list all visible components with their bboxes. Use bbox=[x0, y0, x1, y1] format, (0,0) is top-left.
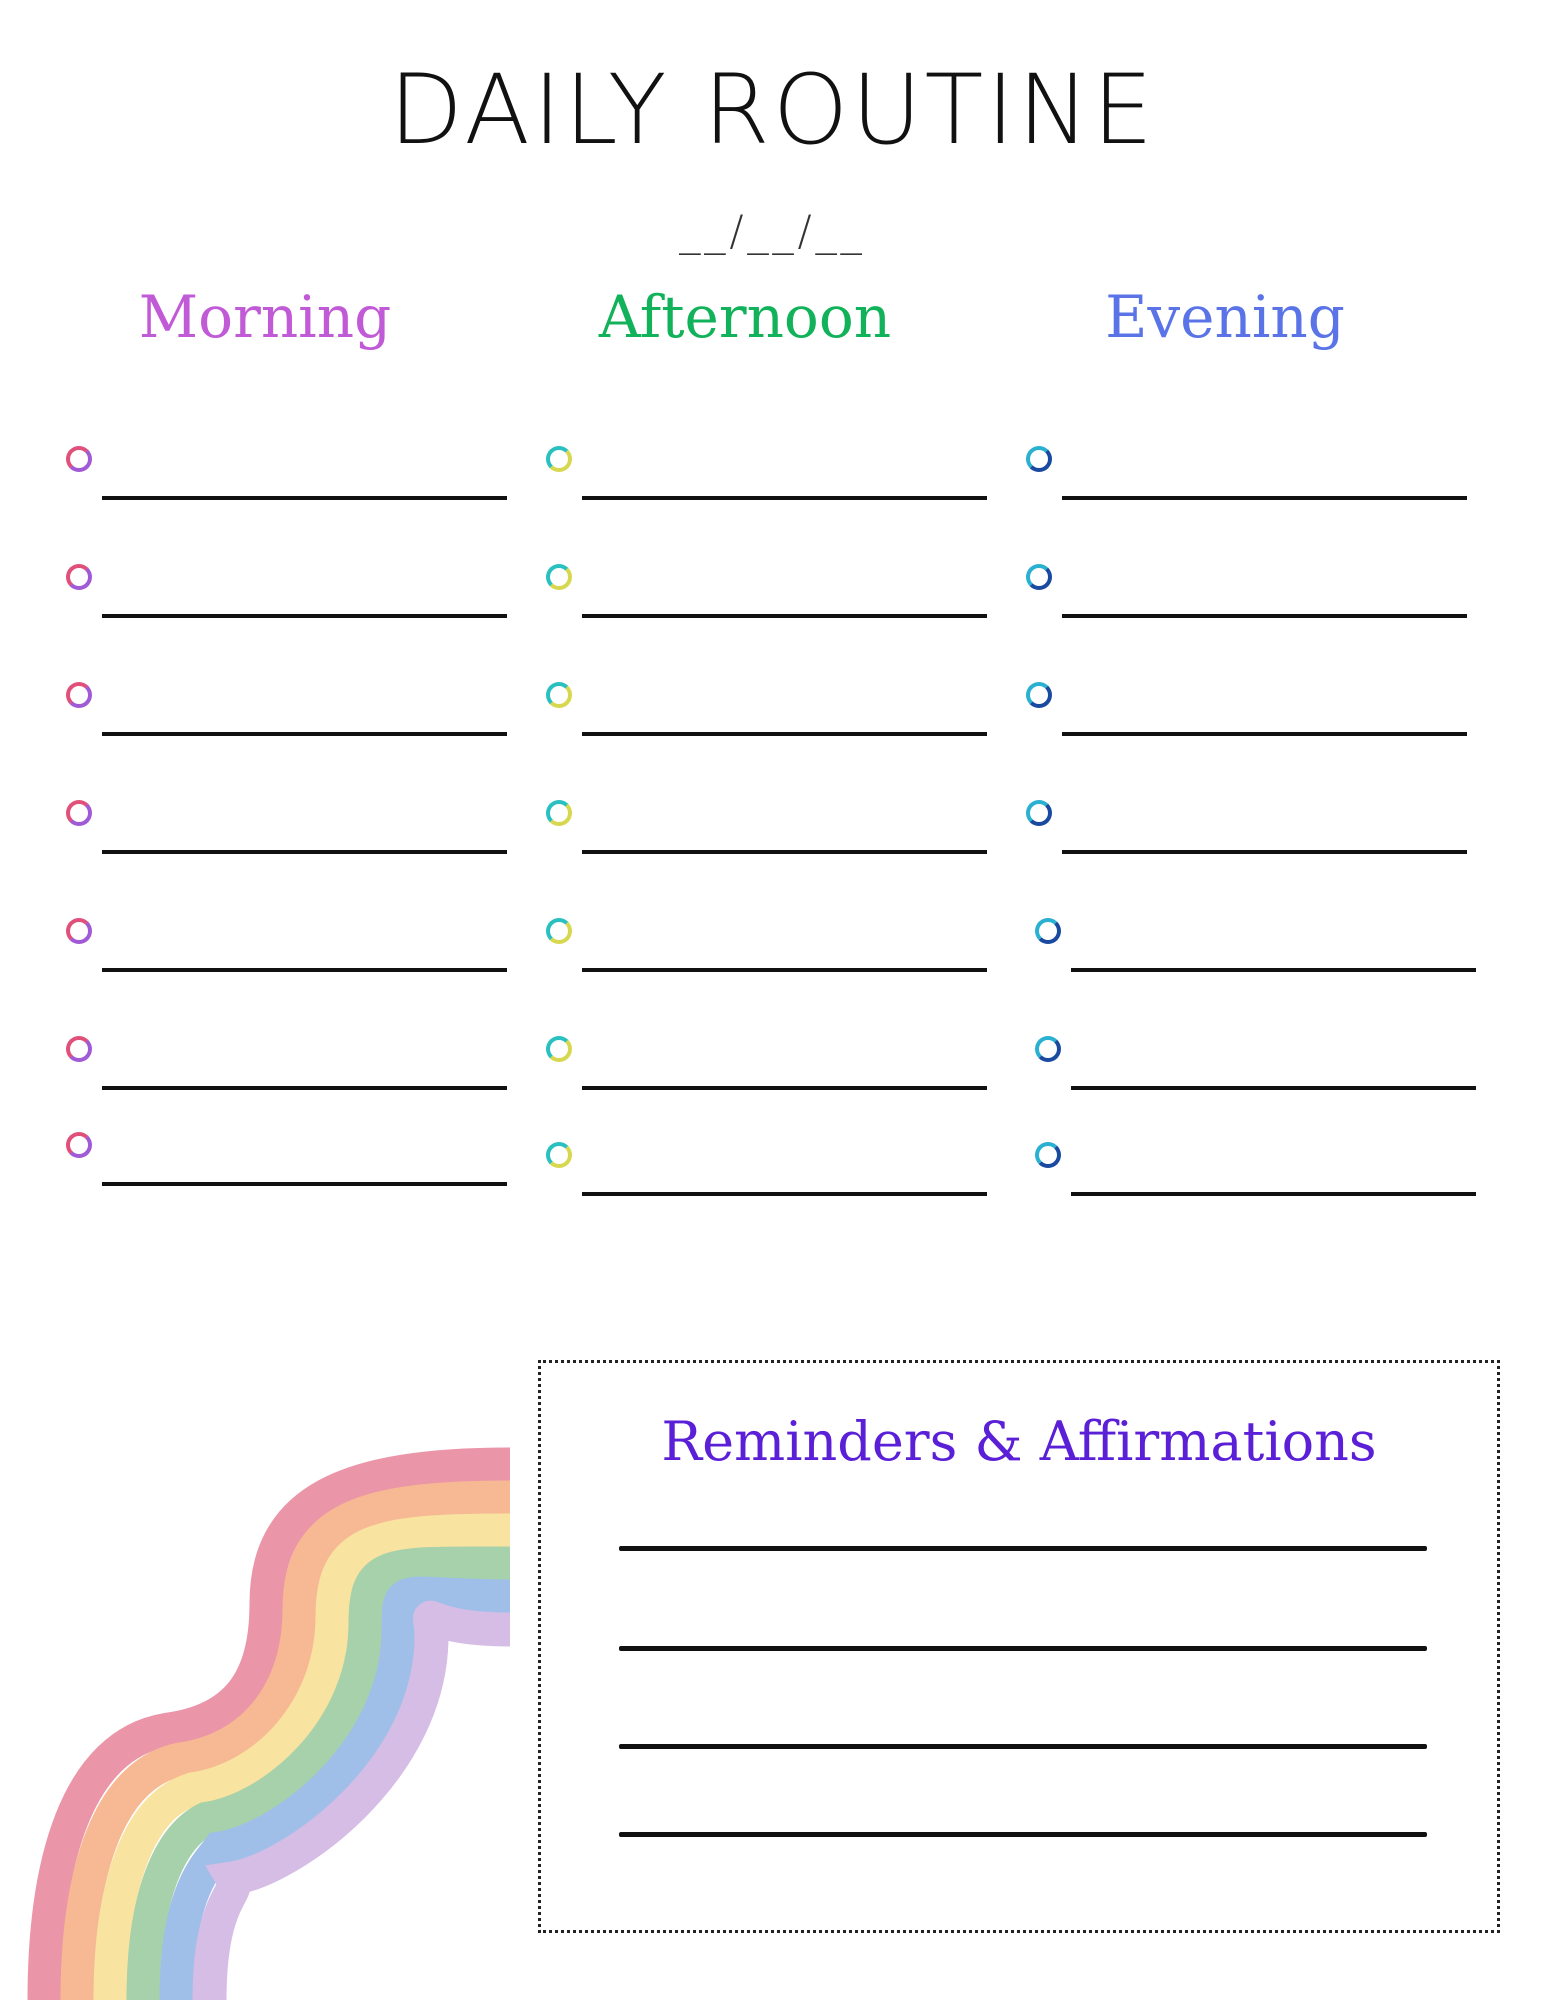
task-line[interactable] bbox=[102, 614, 507, 618]
task-line[interactable] bbox=[102, 1182, 507, 1186]
checkbox-circle[interactable] bbox=[66, 564, 92, 590]
checkbox-circle[interactable] bbox=[546, 918, 572, 944]
task-line[interactable] bbox=[1062, 850, 1467, 854]
task-line[interactable] bbox=[1062, 496, 1467, 500]
reminder-line[interactable] bbox=[619, 1646, 1427, 1651]
task-line[interactable] bbox=[102, 1086, 507, 1090]
checkbox-circle[interactable] bbox=[1026, 446, 1052, 472]
task-line[interactable] bbox=[102, 732, 507, 736]
checkbox-circle[interactable] bbox=[1026, 682, 1052, 708]
checkbox-circle[interactable] bbox=[546, 564, 572, 590]
checkbox-circle[interactable] bbox=[66, 1132, 92, 1158]
checkbox-circle[interactable] bbox=[1026, 564, 1052, 590]
task-line[interactable] bbox=[582, 496, 987, 500]
column-header-evening: Evening bbox=[1105, 283, 1345, 351]
checkbox-circle[interactable] bbox=[66, 800, 92, 826]
checkbox-circle[interactable] bbox=[66, 682, 92, 708]
checkbox-circle[interactable] bbox=[546, 800, 572, 826]
task-line[interactable] bbox=[582, 614, 987, 618]
task-line[interactable] bbox=[1071, 968, 1476, 972]
checkbox-circle[interactable] bbox=[1035, 1036, 1061, 1062]
task-line[interactable] bbox=[1071, 1086, 1476, 1090]
checkbox-circle[interactable] bbox=[546, 446, 572, 472]
checkbox-circle[interactable] bbox=[1026, 800, 1052, 826]
checkbox-circle[interactable] bbox=[546, 1036, 572, 1062]
task-line[interactable] bbox=[582, 1086, 987, 1090]
reminders-box bbox=[538, 1360, 1500, 1933]
reminder-line[interactable] bbox=[619, 1832, 1427, 1837]
task-line[interactable] bbox=[102, 496, 507, 500]
reminder-line[interactable] bbox=[619, 1546, 1427, 1551]
task-line[interactable] bbox=[582, 732, 987, 736]
checkbox-circle[interactable] bbox=[1035, 918, 1061, 944]
rainbow-decoration bbox=[0, 1430, 510, 2000]
task-line[interactable] bbox=[102, 850, 507, 854]
task-line[interactable] bbox=[1071, 1192, 1476, 1196]
checkbox-circle[interactable] bbox=[546, 1142, 572, 1168]
task-line[interactable] bbox=[582, 1192, 987, 1196]
checkbox-circle[interactable] bbox=[66, 918, 92, 944]
checkbox-circle[interactable] bbox=[1035, 1142, 1061, 1168]
reminders-title: Reminders & Affirmations bbox=[661, 1410, 1377, 1473]
checkbox-circle[interactable] bbox=[546, 682, 572, 708]
checkbox-circle[interactable] bbox=[66, 1036, 92, 1062]
task-line[interactable] bbox=[1062, 732, 1467, 736]
date-field[interactable]: __/__/__ bbox=[679, 206, 866, 255]
reminder-line[interactable] bbox=[619, 1744, 1427, 1749]
checkbox-circle[interactable] bbox=[66, 446, 92, 472]
page-title: DAILY ROUTINE bbox=[388, 54, 1157, 166]
task-line[interactable] bbox=[102, 968, 507, 972]
column-header-morning: Morning bbox=[138, 283, 392, 351]
task-line[interactable] bbox=[1062, 614, 1467, 618]
column-header-afternoon: Afternoon bbox=[598, 283, 892, 351]
task-line[interactable] bbox=[582, 968, 987, 972]
task-line[interactable] bbox=[582, 850, 987, 854]
